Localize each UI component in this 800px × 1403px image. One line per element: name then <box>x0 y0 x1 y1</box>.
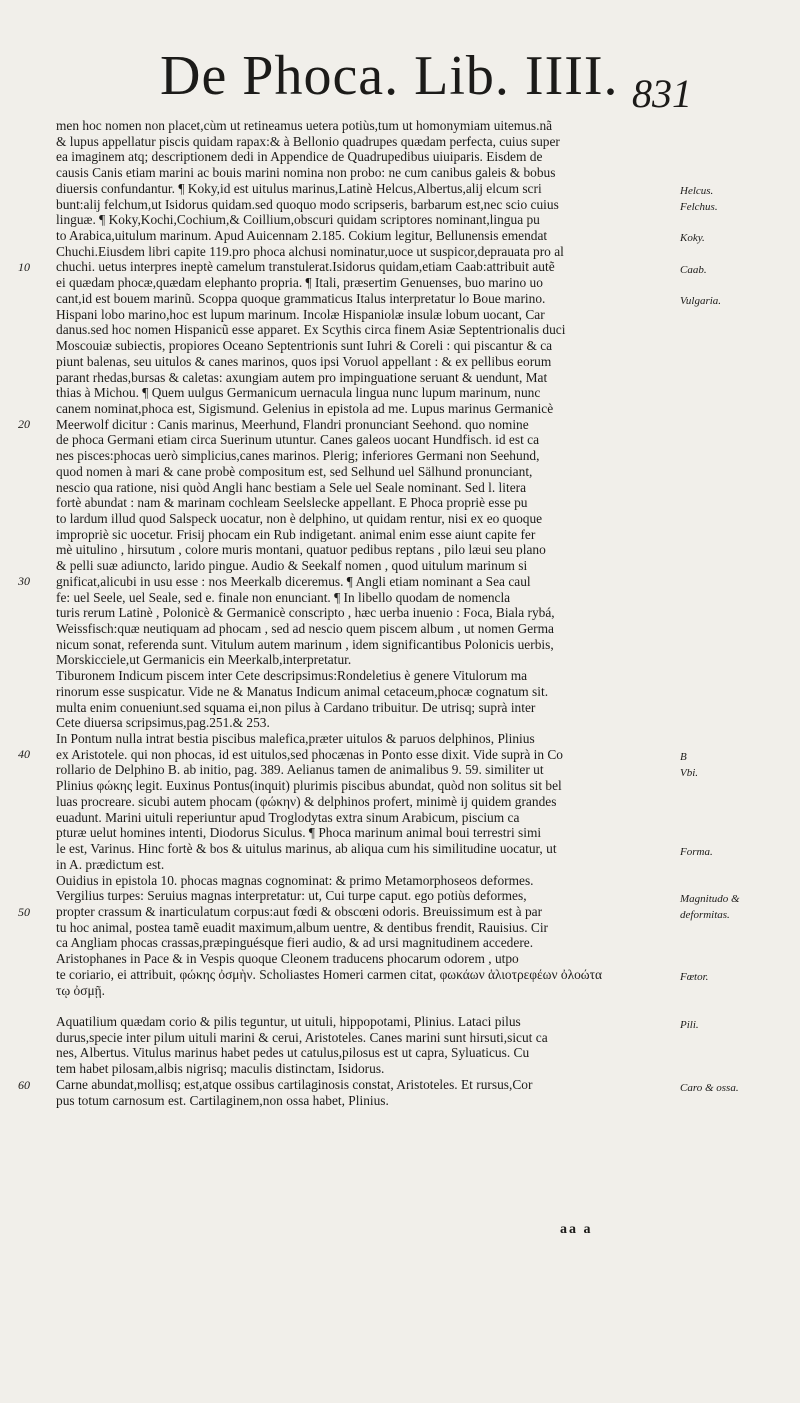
text-line: nicum sonat, referenda sunt. Vitulum autem marinum , idem significantibus Polonicis uerbis, <box>56 636 554 652</box>
text-line: mè uitulino , hirsutum , colore muris montani, quatuor pedibus reptans , pilo læui seu plano <box>56 542 546 558</box>
text-line: canem nominat,phoca est, Sigismund. Gelenius in epistola ad me. Lupus marinus Germanicè <box>56 400 554 416</box>
text-line: Plinius φώκης legit. Euxinus Pontus(inquit) plurimis piscibus abundat, quòd non solitus sit bel <box>56 778 562 794</box>
text-line: gnificat,alicubi in usu esse : nos Meerkalb diceremus. ¶ Angli etiam nominant a Sea caul <box>56 573 531 589</box>
text-line: luas procreare. sicubi autem phocam (φώκην) & delphinos profert, minimè ij quidem grandes <box>56 793 557 809</box>
text-line: Meerwolf dicitur : Canis marinus, Meerhund, Flandri pronunciant Seehond. quo nomine <box>56 416 529 432</box>
text-line: nes pisces:phocas uerò simplicius,canes marinos. Plerig; inferiores Germani non Seehund, <box>56 448 540 464</box>
text-line: Tiburonem Indicum piscem inter Cete descripsimus:Rondeletius è genere Vitulorum ma <box>56 668 528 684</box>
text-line: fe: uel Seele, uel Seale, sed e. finale non enunciant. ¶ In libello quodam de nomencla <box>56 589 511 605</box>
text-line: pus totum carnosum est. Cartilaginem,non ossa habet, Plinius. <box>56 1092 389 1108</box>
text-line: durus,specie inter pilum uituli marini & cerui, Aristoteles. Canes marini sunt hirsuti,sicut ca <box>56 1029 548 1045</box>
marginal-note: Caab. <box>680 263 707 276</box>
text-line: to Arabica,uitulum marinum. Apud Auicennam 2.185. Cokium legitur, Bellunensis emendat <box>56 228 548 244</box>
text-line: Moscouiæ subiectis, propiores Oceano Septentrionis sunt Iuhri & Coreli : qui piscantur & ca <box>56 338 553 354</box>
text-line: quod nomen à mari & cane probè compositum est, sed Selhund uel Sälhund pronunciant, <box>56 463 533 479</box>
marginal-note: Forma. <box>680 845 713 858</box>
page-number: 831 <box>632 71 692 116</box>
text-line: & pelli suæ adiuncto, larido pingue. Audio & Seekalf nomen , quod uitulum marinum si <box>56 558 528 574</box>
text-line: causis Canis etiam marini ac bouis marini nomina non probo: ne cum canibus galeis & bobus <box>56 165 556 181</box>
text-line: ca Angliam phocas crassas,præpinguésque fieri audio, & ad ursi magnitudinem accedere. <box>56 935 534 951</box>
text-line: Ouidius in epistola 10. phocas magnas cognominat: & primo Metamorphoseos deformes. <box>56 872 534 888</box>
text-line: men hoc nomen non placet,cùm ut retineamus uetera potiùs,tum ut homonymiam uitemus.nã <box>56 118 553 133</box>
text-line: impropriè sic uocetur. Frisij phocam ein Rub indigetant. animal enim esse aiunt capite fer <box>56 526 536 542</box>
text-line: Weissfisch:quæ neutiquam ad phocam , sed ad nescio quem piscem album , ut nomen Germa <box>56 621 554 636</box>
text-line: danus.sed hoc nomen Hispanicũ esse apparet. Ex Scythis circa finem Asiæ Septentrionalis duci <box>56 322 566 338</box>
marginal-note: Fœtor. <box>680 971 709 984</box>
line-number: 30 <box>18 574 30 589</box>
text-line: tu hoc animal, postea tamẽ euadit maximum,album uentre, & dentibus frendit, Rauisius. Cir <box>56 919 549 935</box>
text-line <box>56 998 676 1014</box>
marginal-note: Pili. <box>680 1018 699 1031</box>
marginal-note: Helcus. <box>680 184 714 197</box>
page-header <box>0 40 800 120</box>
marginal-note: Koky. <box>680 232 705 245</box>
text-line: τῳ ὀσμῇ. <box>56 982 105 998</box>
text-line: ei quædam phocæ,quædam elephanto propria. ¶ Itali, præsertim Genuenses, buo marino uo <box>56 275 543 291</box>
line-number: 10 <box>18 259 30 274</box>
text-line: cant,id est bouem marinũ. Scoppa quoque grammaticus Italus interpretatur lo Boue marino. <box>56 290 546 306</box>
text-line: rinorum esse suspicatur. Vide ne & Manatus Indicum animal cetaceum,phocæ cognatum sit. <box>56 683 549 699</box>
text-line: Aquatilium quædam corio & pilis teguntur, ut uituli, hippopotami, Plinius. Lataci pilus <box>56 1013 521 1029</box>
text-line: Chuchi.Eiusdem libri capite 119.pro phoca alchusi nominatur,uoce ut suspicor,deprauata pro al <box>56 243 564 259</box>
marginal-note: Felchus. <box>680 200 718 213</box>
text-line: bunt:alij felchum,ut Isidorus quidam.sed quoquo modo scripseris, barbarum est,nec scio cuius <box>56 196 559 212</box>
text-line: ea imaginem atq; descriptionem dedi in Appendice de Quadrupedibus uiuiparis. Eisdem de <box>56 149 543 165</box>
text-line: thias à Michou. ¶ Quem uulgus Germanicum uernacula lingua nunc lupum marinum, nunc <box>56 385 541 401</box>
running-title: De Phoca. Lib. IIII. <box>160 45 619 107</box>
text-line: Vergilius turpes: Seruius magnas interpretatur: ut, Cui turpe caput. ego potiùs deformes, <box>56 888 527 904</box>
text-line: & lupus appellatur piscis quidam rapax:& à Bellonio quadrupes quædam perfecta, cuius super <box>56 133 560 149</box>
text-line: multa enim conueniunt.sed squama ei,non pilus à Cardano tribuitur. De utrisq; suprà inter <box>56 699 536 715</box>
text-line: Morskicciele,ut Germanicis ein Meerkalb,interpretatur. <box>56 652 352 668</box>
line-number: 60 <box>18 1077 30 1092</box>
text-line: diuersis confundantur. ¶ Koky,id est uitulus marinus,Latinè Helcus,Albertus,alij elcum scri <box>56 180 542 196</box>
text-line: ex Aristotele. qui non phocas, id est uitulos,sed phocænas in Ponto esse dixit. Vide suprà in Co <box>56 746 564 762</box>
body-text <box>56 118 676 1108</box>
text-line: Carne abundat,mollisq; est,atque ossibus cartilaginosis constat, Aristoteles. Et rursus,Cor <box>56 1076 533 1092</box>
text-line: In Pontum nulla intrat bestia piscibus malefica,præter uitulos & paruos delphinos, Plinius <box>56 731 535 747</box>
text-line: pturæ uelut homines intenti, Diodorus Siculus. ¶ Phoca marinum animal boui terrestri simi <box>56 825 542 841</box>
text-line: Cete diuersa scripsimus,pag.251.& 253. <box>56 715 270 731</box>
text-line: chuchi. uetus interpres ineptè camelum transtulerat.Isidorus quidam,etiam Caab:attribuit autẽ <box>56 259 555 275</box>
text-line: nes, Albertus. Vitulus marinus habet pedes ut catulus,pilosus est ut capra, Syluaticus. Cu <box>56 1045 530 1061</box>
text-line: Hispani lobo marino,hoc est lupum marinum. Incolæ Hispaniolæ insulæ lobum uocant, Car <box>56 306 545 322</box>
text-line: linguæ. ¶ Koky,Kochi,Cochium,& Coillium,obscuri quidam scriptores nominant,lingua pu <box>56 212 540 228</box>
line-number: 20 <box>18 416 30 431</box>
marginal-note: Vbi. <box>680 766 699 779</box>
text-line: tem habet pilosam,albis nigrisq; maculis distinctam, Isidorus. <box>56 1061 385 1077</box>
marginal-note: Magnitudo & <box>680 892 740 905</box>
text-line: turis rerum Latinè , Polonicè & Germanicè conscripto , hæc uerba inuenio : Foca, Biala rybá, <box>56 605 555 621</box>
line-number: 40 <box>18 747 30 762</box>
text-line: rollario de Delphino B. ab initio, pag. 389. Aelianus tamen de animalibus 9. 59. similiter ut <box>56 762 544 778</box>
text-line: euadunt. Marini uituli reperiuntur apud Troglodytas extra sinum Arabicum, piscium ca <box>56 809 520 825</box>
text-line: piunt balenas, seu uitulos & canes marinos, quos ipsi Voruol appellant : & ex pellibus eorum <box>56 353 552 369</box>
marginal-note: B <box>680 751 687 764</box>
line-number: 50 <box>18 904 30 919</box>
signature-mark: aa a <box>560 1222 593 1237</box>
text-line: in A. prædictum est. <box>56 856 165 872</box>
text-line: propter crassum & inarticulatum corpus:aut fœdi & obscœni odoris. Breuissimum est à par <box>56 903 543 919</box>
text-line: Aristophanes in Pace & in Vespis quoque Cleonem traducens phocarum odorem , utpo <box>56 951 519 967</box>
marginal-note: Vulgaria. <box>680 295 722 308</box>
text-line: le est, Varinus. Hinc fortè & bos & uitulus marinus, ab aliqua cum his similitudine uocatur, ut <box>56 841 557 857</box>
marginal-note: deformitas. <box>680 908 730 921</box>
text-line: te coriario, ei attribuit, φώκης ὀσμὴν. Scholiastes Homeri carmen citat, φωκάων ἁλιοτρεφέων ὀλοώτα <box>56 966 602 982</box>
text-line: de phoca Germani etiam circa Suerinum utuntur. Canes galeos uocant Hundfisch. id est ca <box>56 432 540 448</box>
text-line: nescio qua ratione, nisi quòd Angli hanc bestiam a Sele uel Seale nominant. Sed l. litera <box>56 479 527 495</box>
text-line: fortè abundat : nam & marinam cochleam Seelslecke appellant. E Phoca propriè esse pu <box>56 495 528 511</box>
marginal-note: Caro & ossa. <box>680 1081 739 1094</box>
text-line: parant rhedas,bursas & caletas: axungiam autem pro impinguatione seruant & uendunt, Mat <box>56 369 548 385</box>
text-line: to lardum illud quod Salspeck uocatur, non è delphino, ut quidam rentur, nisi ex eo quoque <box>56 510 543 526</box>
